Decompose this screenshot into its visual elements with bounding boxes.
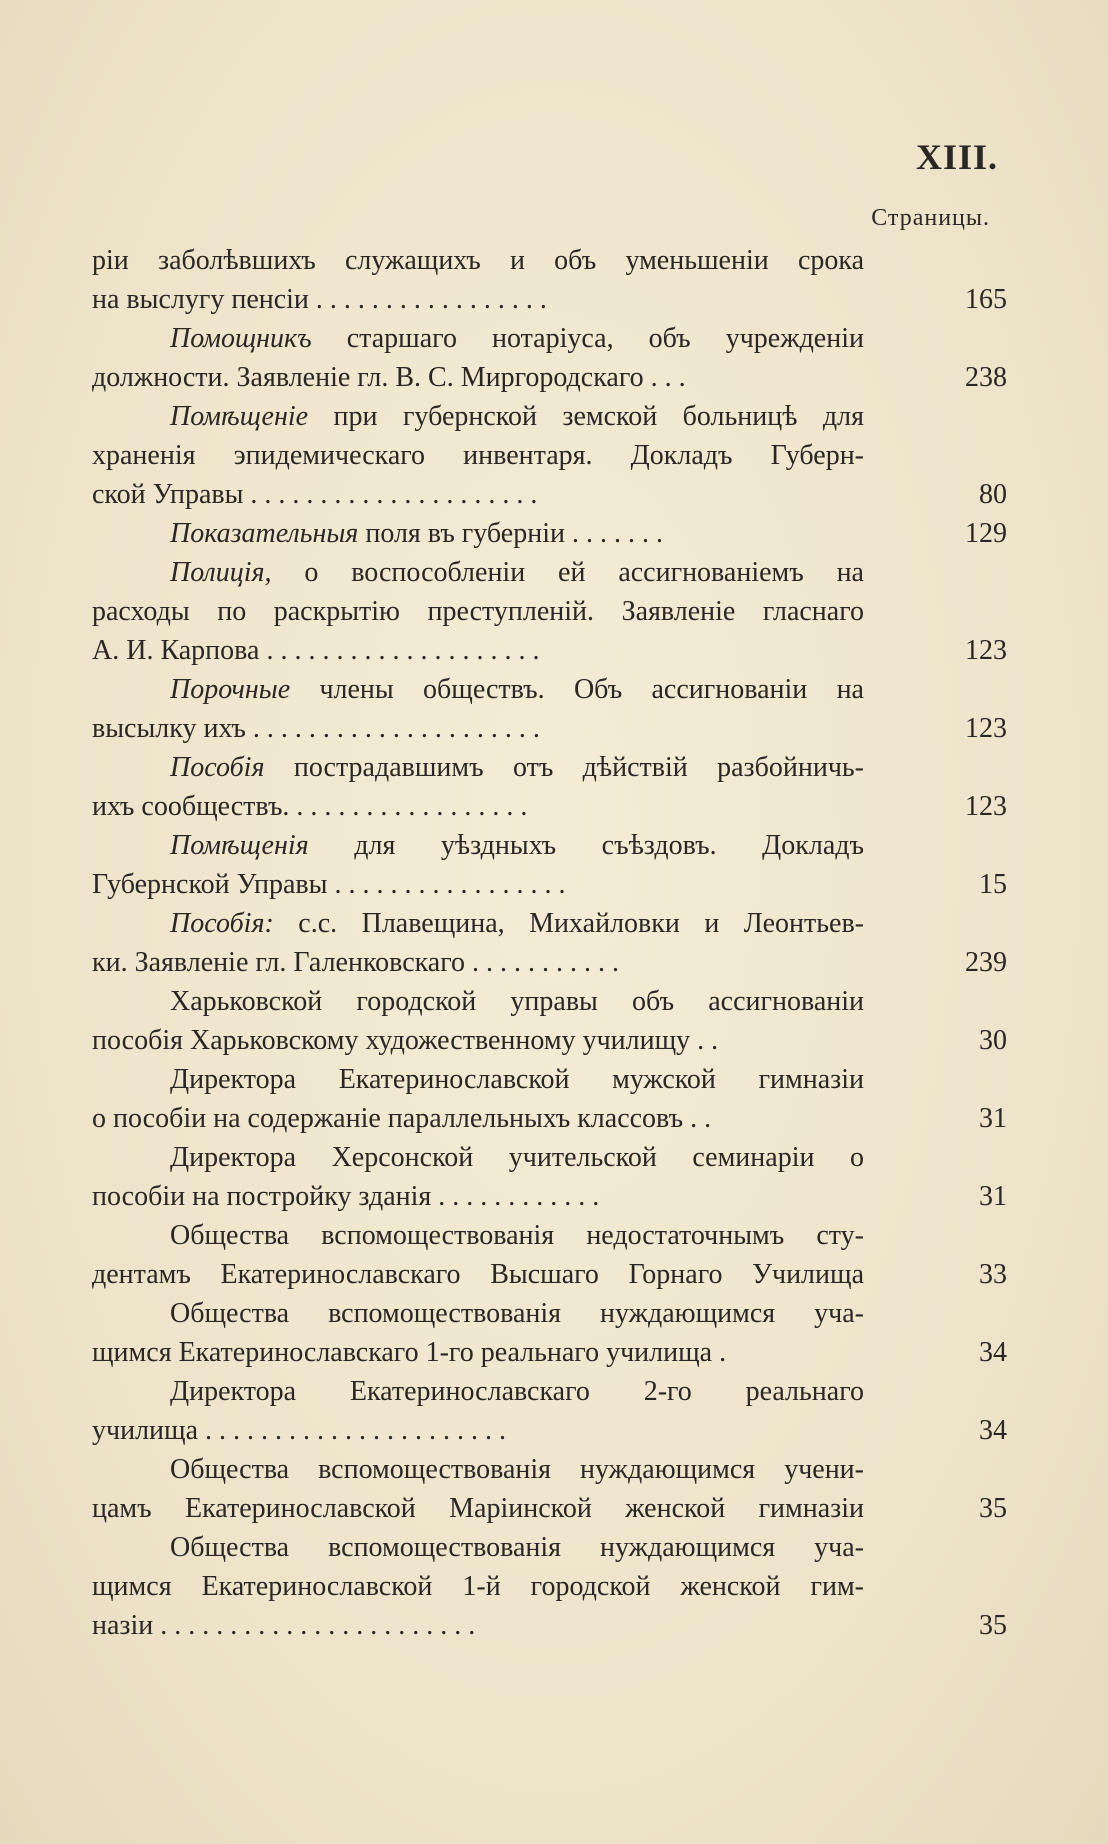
entry-text: храненія эпидемическаго инвентаря. Докладъ Губерн- <box>92 440 864 471</box>
entry-text: щимся Екатеринославскаго 1-го реальнаго училища . <box>92 1337 727 1368</box>
entry-text: Помѣщеніе при губернской земской больницѣ для <box>170 401 864 432</box>
index-line <box>92 1489 1007 1528</box>
index-entry <box>92 1060 1007 1138</box>
index-line <box>92 982 1007 1021</box>
index-entry <box>92 1138 1007 1216</box>
index-line <box>92 475 1007 514</box>
index-line <box>92 865 1007 904</box>
index-entry <box>92 1294 1007 1372</box>
page-reference: 30 <box>979 1025 1007 1056</box>
index-line <box>92 1372 1007 1411</box>
page-reference: 165 <box>965 284 1007 315</box>
index-line <box>92 1255 1007 1294</box>
index-line <box>92 592 1007 631</box>
index-line <box>92 904 1007 943</box>
index-entry <box>92 1372 1007 1450</box>
entry-text: пособіи на постройку зданія . . . . . . . . . . . . <box>92 1181 600 1212</box>
entry-text: дентамъ Екатеринославскаго Высшаго Горнаго Училища <box>92 1259 864 1290</box>
index-line <box>92 1177 1007 1216</box>
entry-text: ихъ сообществъ. . . . . . . . . . . . . . . . . . <box>92 791 528 822</box>
entry-keyword: Пособія: <box>170 908 274 939</box>
entry-text: пособія Харьковскому художественному училищу . . <box>92 1025 719 1056</box>
page-reference: 15 <box>979 869 1007 900</box>
index-line <box>92 1138 1007 1177</box>
entry-text: Показательныя поля въ губерніи . . . . . . . <box>170 518 663 549</box>
index-line <box>92 943 1007 982</box>
index-line <box>92 1411 1007 1450</box>
index-line <box>92 1528 1007 1567</box>
page-reference: 123 <box>965 791 1007 822</box>
index-line <box>92 1567 1007 1606</box>
index-line <box>92 1294 1007 1333</box>
index-line <box>92 1450 1007 1489</box>
entry-text: высылку ихъ . . . . . . . . . . . . . . . . . . . . . <box>92 713 540 744</box>
page-reference: 33 <box>979 1259 1007 1290</box>
index-line <box>92 787 1007 826</box>
entry-text: Пособія: с.с. Плавещина, Михайловки и Леонтьев- <box>170 908 864 939</box>
index-line <box>92 748 1007 787</box>
entry-text: Общества вспомоществованія недостаточнымъ сту- <box>170 1220 864 1251</box>
entry-keyword: Полиція, <box>170 557 272 588</box>
entry-text: Директора Херсонской учительской семинаріи о <box>170 1142 864 1173</box>
entry-text: Помѣщенія для уѣздныхъ съѣздовъ. Докладъ <box>170 830 864 861</box>
index-line <box>92 1606 1007 1645</box>
page-reference: 123 <box>965 713 1007 744</box>
index-line <box>92 553 1007 592</box>
index-line <box>92 631 1007 670</box>
index-entry <box>92 1450 1007 1528</box>
pages-column-heading: Страницы. <box>871 205 990 231</box>
entry-text: о пособіи на содержаніе параллельныхъ классовъ . . <box>92 1103 712 1134</box>
entry-text: Пособія пострадавшимъ отъ дѣйствій разбойничь- <box>170 752 864 783</box>
entry-keyword: Порочные <box>170 674 291 705</box>
subject-index <box>92 241 1007 1645</box>
page-reference: 123 <box>965 635 1007 666</box>
index-line <box>92 1060 1007 1099</box>
page-reference: 35 <box>979 1493 1007 1524</box>
entry-text: Директора Екатеринославской мужской гимназіи <box>170 1064 864 1095</box>
entry-text: должности. Заявленіе гл. В. С. Миргородскаго . . . <box>92 362 686 393</box>
entry-text: Полиція, о воспособленіи ей ассигнованіемъ на <box>170 557 864 588</box>
index-line <box>92 514 1007 553</box>
index-line <box>92 709 1007 748</box>
entry-text: назіи . . . . . . . . . . . . . . . . . . . . . . . <box>92 1610 476 1641</box>
index-line <box>92 241 1007 280</box>
page-reference: 34 <box>979 1415 1007 1446</box>
index-line <box>92 358 1007 397</box>
entry-keyword: Помѣщеніе <box>170 401 309 432</box>
entry-text: Порочные члены обществъ. Объ ассигнованіи на <box>170 674 864 705</box>
entry-keyword: Помощникъ <box>170 323 312 354</box>
index-line <box>92 1333 1007 1372</box>
entry-text: цамъ Екатеринославской Маріинской женской гимназіи <box>92 1493 864 1524</box>
index-line <box>92 826 1007 865</box>
index-entry <box>92 982 1007 1060</box>
index-line <box>92 1099 1007 1138</box>
index-line <box>92 436 1007 475</box>
entry-keyword: Помѣщенія <box>170 830 309 861</box>
entry-text: ріи заболѣвшихъ служащихъ и объ уменьшеніи срока <box>92 245 864 276</box>
index-entry <box>92 904 1007 982</box>
entry-text: Общества вспомоществованія нуждающимся уча- <box>170 1532 864 1563</box>
page-reference: 238 <box>965 362 1007 393</box>
index-entry <box>92 748 1007 826</box>
index-line <box>92 280 1007 319</box>
entry-text: Директора Екатеринославскаго 2-го реальнаго <box>170 1376 864 1407</box>
index-line <box>92 319 1007 358</box>
index-line <box>92 397 1007 436</box>
entry-text: щимся Екатеринославской 1-й городской женской гим- <box>92 1571 864 1602</box>
page-reference: 34 <box>979 1337 1007 1368</box>
index-entry <box>92 553 1007 670</box>
entry-text: училища . . . . . . . . . . . . . . . . . . . . . . <box>92 1415 507 1446</box>
index-entry <box>92 826 1007 904</box>
page-reference: 80 <box>979 479 1007 510</box>
entry-text: Губернской Управы . . . . . . . . . . . . . . . . . <box>92 869 566 900</box>
index-entry <box>92 514 1007 553</box>
index-entry <box>92 1216 1007 1294</box>
entry-text: Общества вспомоществованія нуждающимся учени- <box>170 1454 864 1485</box>
index-entry <box>92 397 1007 514</box>
page-reference: 31 <box>979 1103 1007 1134</box>
entry-text: на выслугу пенсіи . . . . . . . . . . . . . . . . . <box>92 284 547 315</box>
page-reference: 35 <box>979 1610 1007 1641</box>
entry-keyword: Показательныя <box>170 518 359 549</box>
page-reference: 129 <box>965 518 1007 549</box>
index-entry <box>92 319 1007 397</box>
entry-text: А. И. Карпова . . . . . . . . . . . . . . . . . . . . <box>92 635 540 666</box>
page-number: XIII. <box>915 137 998 177</box>
page-reference: 31 <box>979 1181 1007 1212</box>
entry-keyword: Пособія <box>170 752 265 783</box>
entry-text: Общества вспомоществованія нуждающимся уча- <box>170 1298 864 1329</box>
index-line <box>92 670 1007 709</box>
entry-text: ской Управы . . . . . . . . . . . . . . . . . . . . . <box>92 479 538 510</box>
page-reference: 239 <box>965 947 1007 978</box>
index-entry <box>92 670 1007 748</box>
entry-text: расходы по раскрытію преступленій. Заявленіе гласнаго <box>92 596 864 627</box>
entry-text: Харьковской городской управы объ ассигнованіи <box>170 986 864 1017</box>
index-line <box>92 1021 1007 1060</box>
index-entry <box>92 1528 1007 1645</box>
index-line <box>92 1216 1007 1255</box>
index-entry <box>92 241 1007 319</box>
entry-text: Помощникъ старшаго нотаріуса, объ учрежденіи <box>170 323 864 354</box>
entry-text: ки. Заявленіе гл. Галенковскаго . . . . . . . . . . . <box>92 947 620 978</box>
